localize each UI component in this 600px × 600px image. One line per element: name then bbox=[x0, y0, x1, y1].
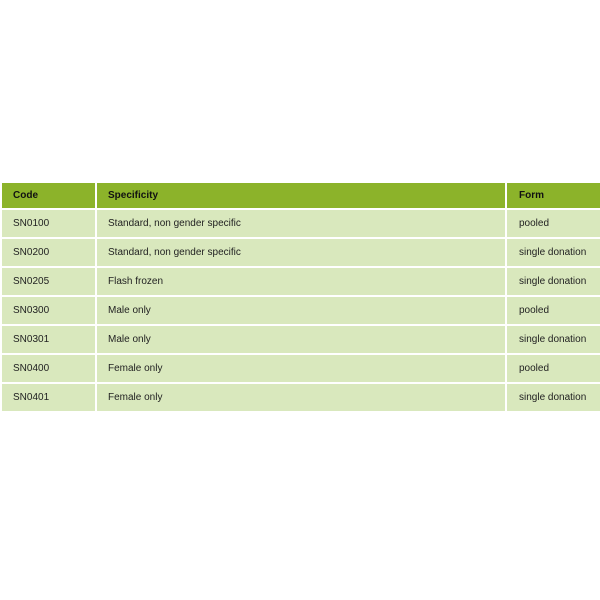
cell-form: single donation bbox=[506, 383, 600, 411]
header-row bbox=[2, 183, 600, 209]
table-row bbox=[2, 383, 600, 411]
cell-code: SN0200 bbox=[2, 238, 96, 267]
cell-code: SN0301 bbox=[2, 325, 96, 354]
cell-form: pooled bbox=[506, 209, 600, 238]
cell-specificity: Female only bbox=[96, 383, 506, 411]
column-header-code: Code bbox=[2, 183, 96, 209]
cell-code: SN0300 bbox=[2, 296, 96, 325]
table-row bbox=[2, 238, 600, 267]
cell-form: pooled bbox=[506, 354, 600, 383]
cell-specificity: Male only bbox=[96, 296, 506, 325]
cell-code: SN0401 bbox=[2, 383, 96, 411]
column-header-specificity: Specificity bbox=[96, 183, 506, 209]
cell-form: single donation bbox=[506, 238, 600, 267]
cell-code: SN0205 bbox=[2, 267, 96, 296]
table-header bbox=[2, 183, 600, 209]
table-row bbox=[2, 267, 600, 296]
table-row bbox=[2, 354, 600, 383]
table-row bbox=[2, 209, 600, 238]
cell-specificity: Standard, non gender specific bbox=[96, 209, 506, 238]
cell-code: SN0100 bbox=[2, 209, 96, 238]
column-header-form: Form bbox=[506, 183, 600, 209]
cell-specificity: Flash frozen bbox=[96, 267, 506, 296]
cell-code: SN0400 bbox=[2, 354, 96, 383]
cell-specificity: Standard, non gender specific bbox=[96, 238, 506, 267]
cell-specificity: Male only bbox=[96, 325, 506, 354]
cell-form: pooled bbox=[506, 296, 600, 325]
cell-form: single donation bbox=[506, 325, 600, 354]
table-row bbox=[2, 296, 600, 325]
cell-form: single donation bbox=[506, 267, 600, 296]
table-body bbox=[2, 209, 600, 411]
table-row bbox=[2, 325, 600, 354]
cell-specificity: Female only bbox=[96, 354, 506, 383]
product-table bbox=[2, 183, 600, 411]
product-table-container bbox=[2, 183, 600, 411]
